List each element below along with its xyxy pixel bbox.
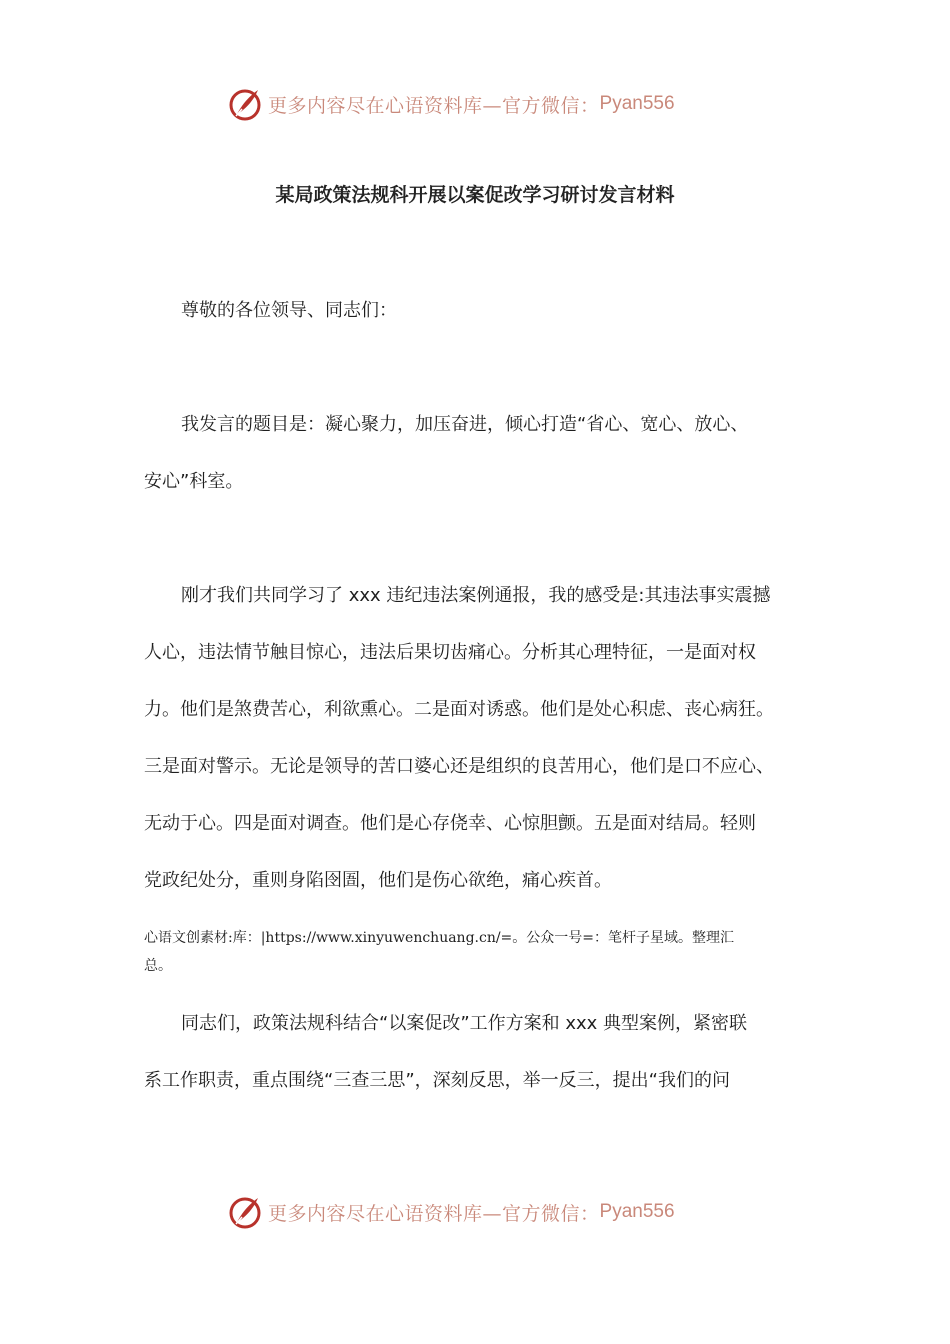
paragraph-reflection bbox=[144, 567, 812, 909]
paragraph-line: 系工作职责，重点围绕“三查三思”，深刻反思，举一反三，提出“我们的问 bbox=[144, 1070, 730, 1091]
paragraph-line: 安心”科室。 bbox=[144, 471, 244, 492]
banner-text: 更多内容尽在心语资料库—官方微信： bbox=[268, 94, 600, 117]
paragraph-line: 党政纪处分，重则身陷囹圄，他们是伤心欲绝，痛心疾首。 bbox=[144, 870, 612, 891]
note-line: 心语文创素材:库：|https://www.xinyuwenchuang.cn/=。公众一号=：笔杆子星域。整理汇 bbox=[144, 930, 735, 946]
banner-text: 更多内容尽在心语资料库—官方微信： bbox=[268, 1202, 600, 1225]
paragraph-line: 三是面对警示。无论是领导的苦口婆心还是组织的良苦用心，他们是口不应心、 bbox=[144, 756, 774, 777]
paragraph-line: 我发言的题目是：凝心聚力，加压奋进，倾心打造“省心、宽心、放心、 bbox=[181, 414, 749, 435]
feather-pen-logo-icon bbox=[228, 1195, 262, 1229]
footer-banner bbox=[228, 1192, 728, 1232]
salutation: 尊敬的各位领导、同志们： bbox=[181, 300, 397, 321]
paragraph-actions bbox=[144, 995, 812, 1109]
note-line: 总。 bbox=[144, 958, 172, 974]
source-note bbox=[144, 924, 804, 980]
paragraph-line: 刚才我们共同学习了 xxx 违纪违法案例通报，我的感受是:其违法事实震撼 bbox=[181, 585, 771, 606]
feather-pen-logo-icon bbox=[228, 87, 262, 121]
document-title: 某局政策法规科开展以案促改学习研讨发言材料 bbox=[275, 184, 675, 206]
paragraph-topic bbox=[144, 396, 812, 510]
paragraph-line: 力。他们是煞费苦心，利欲熏心。二是面对诱惑。他们是处心积虑、丧心病狂。 bbox=[144, 699, 774, 720]
header-banner bbox=[228, 84, 728, 124]
paragraph-line: 无动于心。四是面对调查。他们是心存侥幸、心惊胆颤。五是面对结局。轻则 bbox=[144, 813, 756, 834]
paragraph-line: 同志们，政策法规科结合“以案促改”工作方案和 xxx 典型案例，紧密联 bbox=[181, 1013, 748, 1034]
paragraph-line: 人心，违法情节触目惊心，违法后果切齿痛心。分析其心理特征，一是面对权 bbox=[144, 642, 756, 663]
banner-wechat-id: Pyan556 bbox=[599, 93, 675, 114]
banner-wechat-id: Pyan556 bbox=[599, 1201, 675, 1222]
